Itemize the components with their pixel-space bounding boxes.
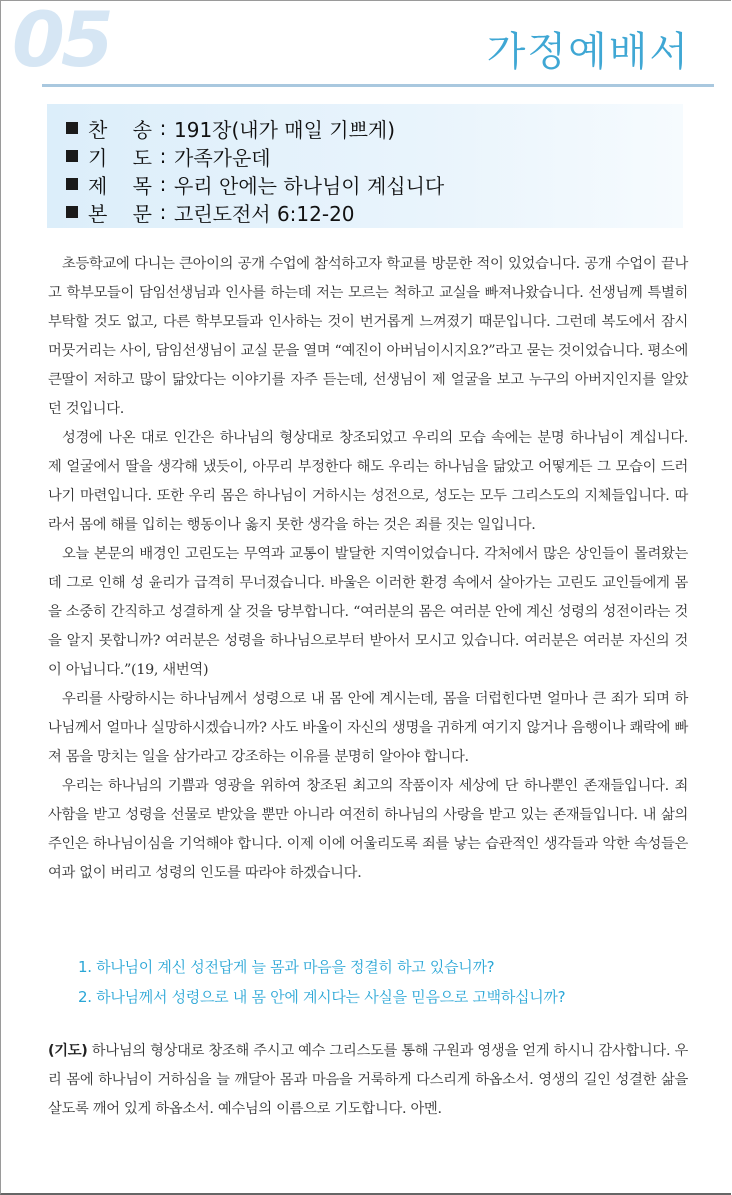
body-paragraph: 초등학교에 다니는 큰아이의 공개 수업에 참석하고자 학교를 방문한 적이 있었습니다. 공개 수업이 끝나고 학부모들이 담임선생님과 인사를 하는데 저는 모르는 척하고 교실을 빠져나왔습니다. 선생님께 특별히 부탁할 것도 없고, 다른 학부모들과 인사하는 것이 번거롭게 느껴졌기 때문입니다. 그런데 복도에서 잠시 머뭇거리는 사이, 담임선생님이 교실 문을 열며 “예진이 아버님이시지요?”라고 묻는 것이었습니다. 평소에 큰딸이 저하고 많이 닮았다는 이야기를 자주 듣는데, 선생님이 제 얼굴을 보고 누구의 아버지인지를 알았던 것입니다. (48, 256, 688, 417)
body-paragraph: 성경에 나온 대로 인간은 하나님의 형상대로 창조되었고 우리의 모습 속에는 분명 하나님이 계십니다. 제 얼굴에서 딸을 생각해 냈듯이, 아무리 부정한다 해도 우리는 하나님을 닮았고 어떻게든 그 모습이 드러나기 마련입니다. 또한 우리 몸은 하나님이 거하시는 성전으로, 성도는 모두 그리스도의 지체들입니다. 따라서 몸에 해를 입히는 행동이나 옳지 못한 생각을 하는 것은 죄를 짓는 일입니다. (48, 430, 688, 533)
closing-prayer (48, 1037, 688, 1124)
info-row-subject (66, 170, 444, 198)
info-colon: : (159, 172, 167, 196)
info-row-hymn (66, 114, 444, 142)
question-item: 1. 하나님이 계신 성전답게 늘 몸과 마음을 정결히 하고 있습니까? (78, 958, 495, 976)
info-row-prayer (66, 142, 444, 170)
info-value: 고린도전서 6:12-20 (174, 201, 355, 226)
info-label: 찬 송 (88, 117, 152, 142)
square-bullet-icon (66, 206, 78, 218)
info-value: 우리 안에는 하나님이 계십니다 (174, 173, 445, 198)
info-value: 가족가운데 (174, 145, 271, 170)
square-bullet-icon (66, 150, 78, 162)
question-item: 2. 하나님께서 성령으로 내 몸 안에 계시다는 사실을 믿음으로 고백하십니까? (78, 988, 566, 1006)
prayer-label: (기도) (48, 1043, 88, 1059)
page-title: 가정예배서 (486, 29, 690, 75)
info-value: 191장(내가 매일 기쁘게) (174, 117, 396, 142)
prayer-text: 하나님의 형상대로 창조해 주시고 예수 그리스도를 통해 구원과 영생을 얻게 하시니 감사합니다. 우리 몸에 하나님이 거하심을 늘 깨달아 몸과 마음을 거룩하게 다스리게 하옵소서. 영생의 길인 성결한 삶을 살도록 깨어 있게 하옵소서. 예수님의 이름으로 기도합니다. 아멘. (48, 1043, 688, 1117)
body-paragraph: 우리를 사랑하시는 하나님께서 성령으로 내 몸 안에 계시는데, 몸을 더럽힌다면 얼마나 큰 죄가 되며 하나님께서 얼마나 실망하시겠습니까? 사도 바울이 자신의 생명을 귀하게 여기지 않거나 음행이나 쾌락에 빠져 몸을 망치는 일을 삼가라고 강조하는 이유를 분명히 알아야 합니다. (48, 691, 688, 765)
info-list (66, 114, 444, 226)
reflection-questions (78, 952, 565, 1012)
info-label: 본 문 (88, 201, 152, 226)
info-colon: : (159, 200, 167, 224)
sermon-body (48, 250, 688, 888)
info-row-scripture (66, 198, 444, 226)
title-divider (42, 84, 714, 87)
square-bullet-icon (66, 178, 78, 190)
info-label: 제 목 (88, 173, 152, 198)
info-label: 기 도 (88, 145, 152, 170)
info-colon: : (159, 116, 167, 140)
body-paragraph: 우리는 하나님의 기쁨과 영광을 위하여 창조된 최고의 작품이자 세상에 단 하나뿐인 존재들입니다. 죄 사함을 받고 성령을 선물로 받았을 뿐만 아니라 여전히 하나님의 사랑을 받고 있는 존재들입니다. 내 삶의 주인은 하나님이심을 기억해야 합니다. 이제 이에 어울리도록 죄를 낳는 습관적인 생각들과 악한 속성들은 여과 없이 버리고 성령의 인도를 따라야 하겠습니다. (48, 778, 688, 881)
page-number: 05 (12, 0, 110, 84)
body-paragraph: 오늘 본문의 배경인 고린도는 무역과 교통이 발달한 지역이었습니다. 각처에서 많은 상인들이 몰려왔는데 그로 인해 성 윤리가 급격히 무너졌습니다. 바울은 이러한 환경 속에서 살아가는 고린도 교인들에게 몸을 소중히 간직하고 성결하게 살 것을 당부합니다. “여러분의 몸은 여러분 안에 계신 성령의 성전이라는 것을 알지 못합니까? 여러분은 성령을 하나님으로부터 받아서 모시고 있습니다. 여러분은 여러분 자신의 것이 아닙니다.”(19, 새번역) (48, 546, 688, 678)
square-bullet-icon (66, 122, 78, 134)
info-colon: : (159, 144, 167, 168)
